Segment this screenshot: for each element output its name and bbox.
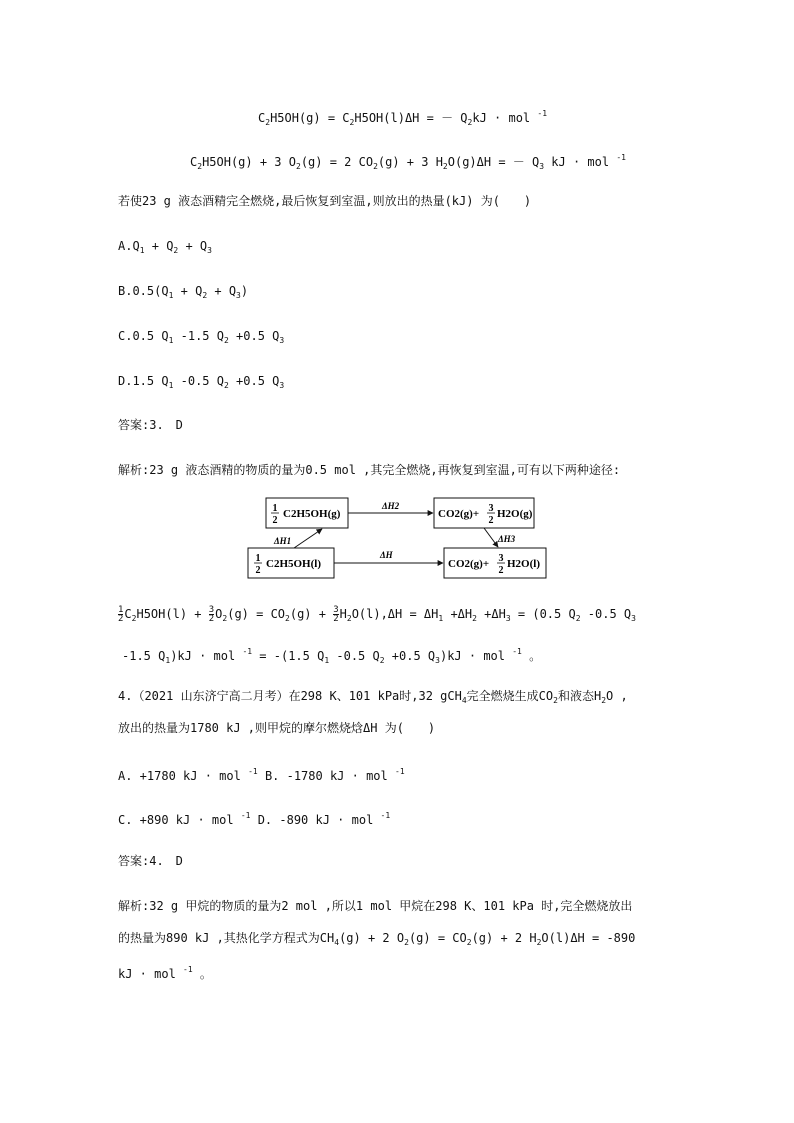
label-dh3: ΔH3: [498, 534, 516, 544]
q4-option-d: D. -890 kJ · mol $^{-1}$: [257, 811, 391, 827]
q4-option-c: C. +890 kJ · mol $^{-1}$: [118, 811, 251, 827]
box-ethanol-liquid-label: C2H5OH(l): [266, 558, 321, 570]
thermochemical-cycle-diagram: [244, 492, 554, 582]
label-dh2: ΔH2: [382, 501, 400, 511]
option-d: D.1.5 $Q_1$ -0.5 $Q_2 +0.5$ $Q_3$: [118, 374, 285, 390]
box-products-gas-a: CO2(g)+: [438, 508, 480, 520]
box-products-liquid-b: H2O(l): [507, 558, 540, 570]
q4-analysis-line-2: 的热量为890 kJ ,其热化学方程式为$CH_4(g) + 2$ $O_2(g) = CO_2(g) + 2$ $H_2O(l)\Delta H = -890$: [118, 931, 636, 947]
analysis-line: [118, 462, 620, 478]
result-line-2: -1.5 $Q_1)kJ$ · mol $^{-1}$ = -(1.5 $Q_1$ -0.5 $Q_2 +0.5$ $Q_3)kJ$ · mol $^{-1}$ 。: [122, 647, 542, 665]
answer-value: 3. D: [149, 418, 183, 432]
q4-option-a: A. +1780 kJ · mol $^{-1}$: [118, 767, 258, 783]
q4-analysis-label: 解析:: [118, 899, 150, 913]
q4-options-cd: [118, 808, 390, 828]
analysis-text: 23 g 液态酒精的物质的量为0.5 mol ,其完全燃烧,再恢复到室温,可有以下两种途径:: [149, 463, 621, 477]
result-line-1: $\frac{1}{2}$ $C_2H5OH(l)$ + $\frac{3}{2}$ $O_2(g) = CO_2(g)$ + $\frac{3}{2}$ $H_2O(l),\Delta H = \Delta H_1 +\Delta H_2 +\Delta H_3 = (0.5$ $Q_2$ -0.5 $Q_3$: [118, 605, 636, 624]
frac-32-den-top: 2: [488, 515, 494, 526]
option-b: $B.0.5(Q_1 + Q_2 + Q_3)$: [118, 284, 249, 300]
equation-ethanol-condense: $C_2H5OH(g) = C_2H5OH(l)\Delta H$ = － $Q_2kJ$ · mol $^{-1}$: [258, 109, 548, 127]
label-dh: ΔH: [380, 550, 393, 560]
q4-option-b: B. -1780 kJ · mol $^{-1}$: [264, 767, 405, 783]
arrow-dh3: [484, 528, 498, 547]
box-products-liquid-a: CO2(g)+: [448, 558, 490, 570]
frac-half-num: 1: [272, 503, 278, 514]
frac-32-den-bottom: 2: [498, 565, 504, 576]
answer-line: [118, 417, 183, 433]
q4-analysis-line-3: kJ · mol $^{-1}$ 。: [118, 965, 212, 981]
q4-answer-label: 答案:: [118, 854, 150, 868]
q4-answer-line: [118, 853, 183, 869]
arrow-dh1: [294, 529, 322, 548]
q4-options-ab: [118, 764, 405, 784]
frac-half-num-bottom: 1: [255, 553, 261, 564]
q4-answer-value: 4. D: [149, 854, 183, 868]
q4-stem-line-1: 4.（2021 山东济宁高二月考）在298 K、101 kPa时,32 gCH$_4$完全燃烧生成$CO_2$和液态$H_2O$ ,: [118, 689, 628, 705]
q4-stem-line-2: 放出的热量为1780 kJ ,则甲烷的摩尔燃烧焓ΔH 为( ): [118, 721, 436, 735]
frac-half-den-bottom: 2: [255, 565, 261, 576]
frac-half-den: 2: [272, 515, 278, 526]
box-ethanol-gas-label: C2H5OH(g): [283, 508, 341, 520]
frac-32-num-bottom: 3: [498, 553, 504, 564]
option-c: C.0.5 $Q_1$ -1.5 $Q_2 +0.5$ $Q_3$: [118, 329, 285, 345]
box-products-gas-b: H2O(g): [497, 508, 533, 520]
q4-analysis-line-1: [118, 898, 632, 914]
frac-32-num-top: 3: [488, 503, 494, 514]
answer-label: 答案:: [118, 418, 150, 432]
q4-analysis-text-1: 32 g 甲烷的物质的量为2 mol ,所以1 mol 甲烷在298 K、101 kPa 时,完全燃烧放出: [149, 899, 633, 913]
analysis-label: 解析:: [118, 463, 150, 477]
option-a: $A.Q_1 + Q_2 + Q_3$: [118, 239, 212, 255]
equation-ethanol-combustion: $C_2H5OH(g) + 3$ $O_2(g) = 2$ $CO_2(g) + 3$ $H_2O(g)\Delta H$ = － $Q_3$ kJ · mol $^{-1}$: [190, 153, 626, 171]
question-stem: 若使23 g 液态酒精完全燃烧,最后恢复到室温,则放出的热量(kJ) 为( ): [118, 194, 532, 208]
label-dh1: ΔH1: [274, 536, 292, 546]
